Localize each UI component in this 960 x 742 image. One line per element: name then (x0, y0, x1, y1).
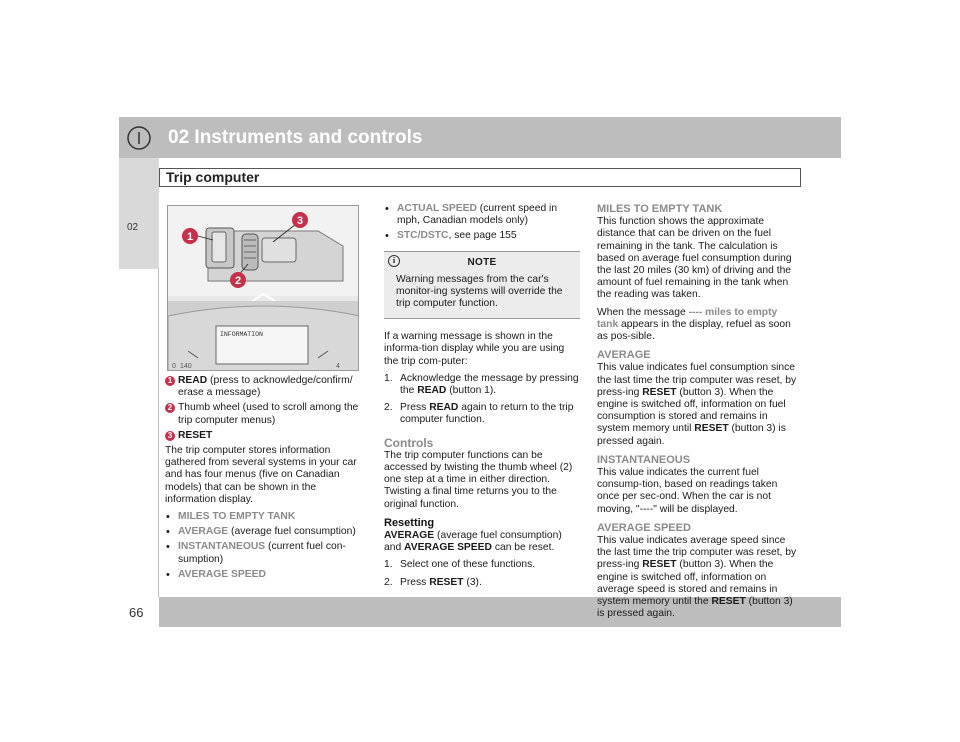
warning-steps (384, 373, 580, 427)
average-paragraph: This value indicates fuel consumption since the last time the trip computer was reset, by press-ing RESET (button 3). When the engine is switched off, information on fuel consumption is stored and remains in system memory until RESET (button 3) is pressed again. (597, 362, 797, 447)
svg-text:1: 1 (186, 231, 194, 243)
svg-text:3: 3 (296, 215, 304, 227)
callout-1 (165, 375, 365, 399)
stalk-illustration (167, 205, 359, 371)
note-box (384, 251, 580, 320)
menu-list (165, 511, 365, 581)
note-heading: NOTE (467, 256, 497, 268)
callout-1-text: (press to acknowledge/confirm/ erase a message) (178, 375, 353, 399)
miles-paragraph: This function shows the approximate distance that can be driven on the fuel remaining in the tank. The calculation is based on average fuel consumption during the last 20 miles (30 km) of driving and the amount of fuel remaining in the tank when the reading was taken. (597, 216, 792, 301)
chapter-title: 02 Instruments and controls (168, 127, 423, 148)
list-item: • STC/DSTC, see page 155 (384, 230, 580, 242)
warning-paragraph: If a warning message is shown in the informa-tion display while you are using the trip com-puter: (384, 331, 565, 367)
column-2 (384, 203, 580, 594)
list-item: 2. Press READ again to return to the trip computer function. (384, 402, 574, 426)
gauge-left-zero: 0 (172, 363, 176, 370)
page-number: 66 (129, 605, 144, 620)
callout-1-bold: READ (178, 375, 208, 386)
gauge-left: 140 (180, 363, 192, 370)
side-divider (119, 269, 159, 597)
average-heading: AVERAGE (597, 349, 651, 362)
callout-3 (165, 430, 365, 442)
miles-heading: MILES TO EMPTY TANK (597, 203, 723, 215)
list-item: 1. Select one of these functions. (384, 559, 536, 571)
avgspeed-heading: AVERAGE SPEED (597, 521, 691, 534)
resetting-heading: Resetting (384, 516, 435, 529)
miles-message-paragraph: When the message ---- miles to empty tank appears in the display, refuel as soon as pos-sible. (597, 306, 791, 343)
list-item: • MILES TO EMPTY TANK (165, 511, 365, 523)
list-item: 1. Acknowledge the message by pressing the READ (button 1). (384, 372, 579, 397)
avgspeed-paragraph: This value indicates average speed since the last time the trip computer was reset, by press-ing RESET (button 3). When the engine is switched off, information on average speed is stored and remains in system memory until the RESET (button 3) is pressed again. (597, 535, 797, 620)
controls-paragraph: The trip computer functions can be accessed by twisting the thumb wheel (2) one step at a time in either direction. Twisting a final time returns you to the original function. (384, 449, 573, 510)
column-3 (597, 203, 801, 626)
resetting-paragraph: AVERAGE (average fuel consumption) and AVERAGE SPEED can be reset. (384, 530, 562, 554)
intro-paragraph: The trip computer stores information gathered from several systems in your car and has four menus (five on Canadian models) that can be shown in the information display. (165, 445, 357, 505)
extra-menu-list (384, 203, 580, 243)
callout-number-2: 2 (165, 403, 175, 413)
callout-number-1: 1 (165, 376, 175, 386)
reset-steps (384, 559, 580, 588)
callout-2 (165, 402, 365, 426)
callout-number-3: 3 (165, 431, 175, 441)
section-title: Trip computer (166, 169, 260, 185)
list-item: • INSTANTANEOUS (current fuel con-sumption) (165, 541, 365, 565)
list-item: 2. Press RESET (3). (384, 576, 482, 588)
list-item: • AVERAGE (average fuel consumption) (165, 526, 365, 538)
info-icon (119, 117, 159, 158)
instant-paragraph: This value indicates the current fuel consump-tion, based on readings taken once per sec-ond. When the car is not moving, "----" will be displayed. (597, 467, 778, 515)
display-text: INFORMATION (220, 331, 263, 338)
list-item: • AVERAGE SPEED (165, 569, 365, 581)
info-icon: i (388, 255, 400, 267)
note-text: Warning messages from the car's monitor-ing systems will override the trip computer function. (396, 273, 563, 310)
callout-2-text: Thumb wheel (used to scroll among the trip computer menus) (178, 402, 359, 426)
gauge-right: 4 (336, 363, 340, 370)
chapter-side-label: 02 (127, 222, 139, 233)
instant-heading: INSTANTANEOUS (597, 453, 691, 466)
list-item: • ACTUAL SPEED (current speed in mph, Canadian models only) (384, 203, 580, 227)
controls-heading: Controls (384, 435, 434, 450)
callout-list (165, 375, 365, 584)
callout-3-bold: RESET (178, 429, 213, 441)
svg-text:2: 2 (234, 275, 242, 287)
